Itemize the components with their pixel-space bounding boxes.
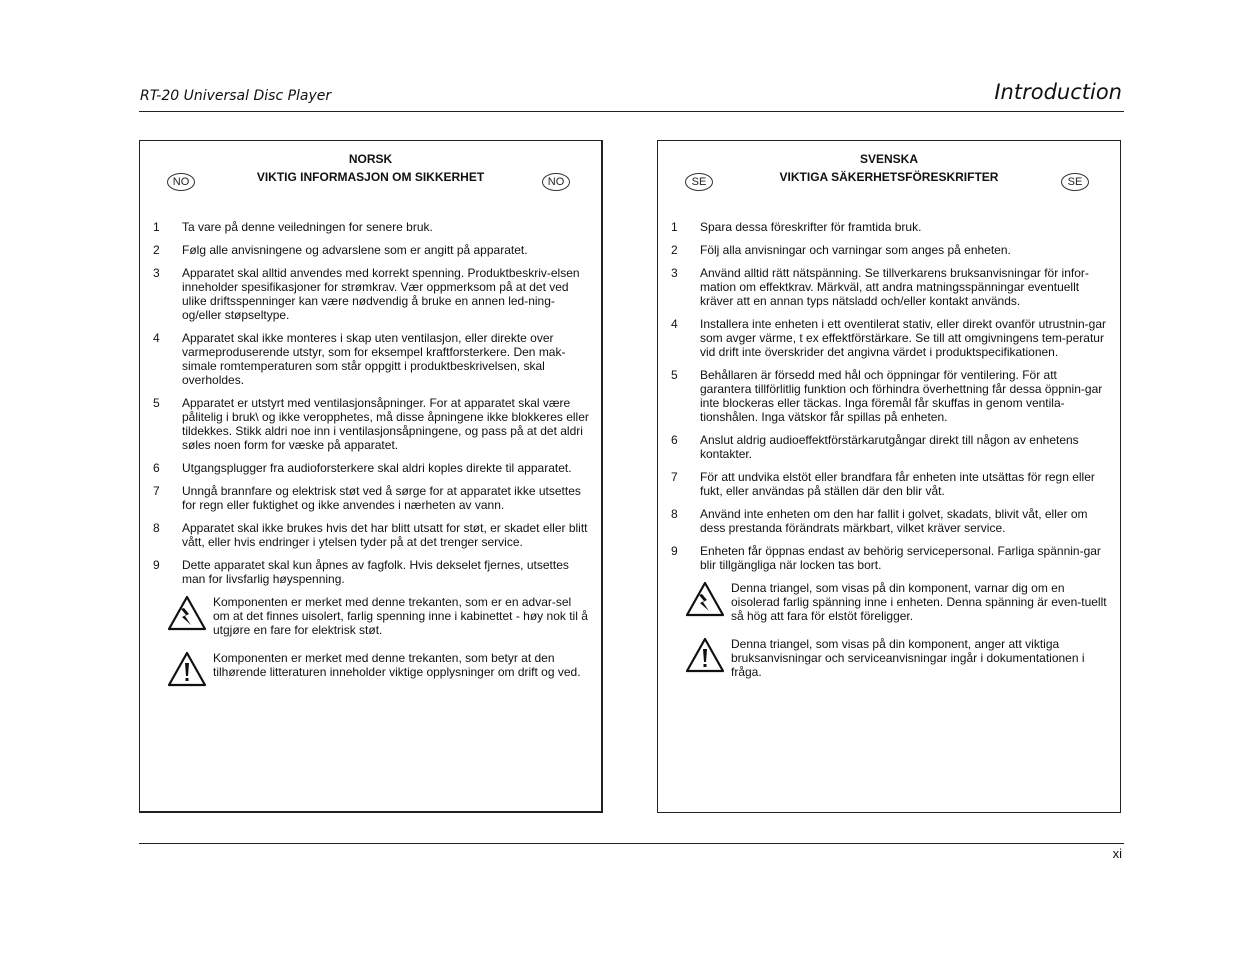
list-item (671, 317, 1108, 359)
read-manual-warning (153, 651, 589, 687)
item-text: För att undvika elstöt eller brandfara får enheten inte utsättas för regn eller fukt, eller användas på ställen där den blir våt. (700, 470, 1095, 498)
list-item (153, 266, 589, 322)
item-text: Ta vare på denne veiledningen for senere bruk. (182, 220, 433, 234)
item-text: Apparatet er utstyrt med ventilasjonsåpninger. For at apparatet skal være pålitelig i bruk\ og ikke veropphetes, må disse åpningene ikke blokkeres eller tildekkes. Stikk aldri noe inn i ventilasjonsåpningene, og pass på at det aldri søles noen form for væske på apparatet. (182, 396, 589, 452)
list-item (153, 521, 589, 549)
list-item (153, 331, 589, 387)
safety-panel-norsk (139, 140, 603, 813)
instruction-list (153, 220, 589, 701)
read-manual-warning (671, 637, 1108, 679)
item-text: Utgangsplugger fra audioforsterkere skal aldri koples direkte til apparatet. (182, 461, 572, 475)
item-number: 3 (671, 266, 678, 280)
language-badge-left: NO (167, 173, 195, 191)
language-badge-right: SE (1061, 173, 1089, 191)
list-item (671, 470, 1108, 498)
list-item (153, 220, 589, 234)
item-text: Følg alle anvisningene og advarslene som er angitt på apparatet. (182, 243, 528, 257)
warning-text: Denna triangel, som visas på din komponent, varnar dig om en oisolerad farlig spänning inne i enheten. Denna spänning är even-tuellt så hög att fara för elstöt föreligger. (731, 581, 1107, 623)
item-text: Unngå brannfare og elektrisk støt ved å sørge for at apparatet ikke utsettes for regn eller fuktighet og ikke anvendes i nærheten av vann. (182, 484, 581, 512)
item-number: 4 (153, 331, 160, 345)
footer-divider (139, 843, 1124, 844)
item-text: Använd inte enheten om den har fallit i golvet, skadats, blivit våt, eller om dess prestanda förändrats märkbart, vilket kräver service. (700, 507, 1088, 535)
item-number: 6 (153, 461, 160, 475)
item-text: Apparatet skal ikke brukes hvis det har blitt utsatt for støt, er skadet eller blitt vått, eller hvis endringer i ytelsen tyder på at det trenger service. (182, 521, 588, 549)
warning-text: Komponenten er merket med denne trekanten, som er en advar-sel om at det finnes uisolert, farlig spenning inne i kabinettet - høy nok til å utgjøre en fare for elektrisk støt. (213, 595, 588, 637)
item-number: 2 (671, 243, 678, 257)
item-number: 1 (671, 220, 678, 234)
panel-language: SVENSKA (859, 152, 918, 166)
item-text: Installera inte enheten i ett oventilerat stativ, eller direkt ovanför utrustnin-gar som avger värme, t ex effektförstärkare. Se till att omgivningens tem-peratur vid drift inte överskrider det angivna värdet i produktspecifikationen. (700, 317, 1106, 359)
item-number: 9 (671, 544, 678, 558)
item-number: 8 (671, 507, 678, 521)
item-number: 5 (671, 368, 678, 382)
item-text: Anslut aldrig audioeffektförstärkarutgångar direkt till någon av enhetens kontakter. (700, 433, 1079, 461)
safety-panel-svenska (657, 140, 1121, 813)
item-text: Apparatet skal ikke monteres i skap uten ventilasjon, eller direkte over varmeproduserende utstyr, som for eksempel kraftforsterkere. Den mak-simale romtemperaturen som står oppgitt i produktbeskrivelsen, skal overholdes. (182, 331, 566, 387)
panel-heading: VIKTIGA SÄKERHETSFÖRESKRIFTER (779, 170, 999, 184)
item-number: 8 (153, 521, 160, 535)
instruction-list (671, 220, 1108, 693)
list-item (671, 507, 1108, 535)
warning-text: Komponenten er merket med denne trekanten, som betyr at den tilhørende litteraturen inneholder viktige opplysninger om drift og ved. (213, 651, 581, 679)
list-item (671, 243, 1108, 257)
panel-title-block (140, 150, 601, 186)
list-item (153, 461, 589, 475)
panel-title-block (658, 150, 1120, 186)
warning-text: Denna triangel, som visas på din komponent, anger att viktiga bruksanvisningar och serviceanvisningar ingår i dokumentationen i fråga. (731, 637, 1085, 679)
list-item (153, 484, 589, 512)
list-item (671, 433, 1108, 461)
electric-shock-warning (671, 581, 1108, 623)
list-item (153, 558, 589, 586)
item-number: 3 (153, 266, 160, 280)
item-number: 7 (153, 484, 160, 498)
electric-shock-warning (153, 595, 589, 637)
list-item (153, 243, 589, 257)
item-number: 5 (153, 396, 160, 410)
page-number: xi (1112, 846, 1122, 861)
item-text: Spara dessa föreskrifter för framtida bruk. (700, 220, 922, 234)
item-text: Enheten får öppnas endast av behörig servicepersonal. Farliga spännin-gar blir tillgängliga när locken tas bort. (700, 544, 1101, 572)
list-item (671, 266, 1108, 308)
item-number: 7 (671, 470, 678, 484)
item-number: 2 (153, 243, 160, 257)
list-item (671, 544, 1108, 572)
item-text: Använd alltid rätt nätspänning. Se tillverkarens bruksanvisningar för infor-mation om effektkrav. Märkväl, att andra matningsspänningar eventuellt kräver att en annan typs nätsladd och/eller kontakt används. (700, 266, 1089, 308)
document-title: RT-20 Universal Disc Player (140, 88, 332, 104)
list-item (153, 396, 589, 452)
panel-language: NORSK (348, 152, 393, 166)
lightning-warning-icon (671, 581, 731, 623)
item-text: Behållaren är försedd med hål och öppningar för ventilering. För att garantera tillförlitlig funktion och förhindra överhettning får dessa öppnin-gar inte blockeras eller täckas. Inga föremål får skuffas in genom ventila-tionshålen. Inga vätskor får spillas på enheten. (700, 368, 1103, 424)
exclamation-warning-icon (153, 651, 213, 687)
item-text: Apparatet skal alltid anvendes med korrekt spenning. Produktbeskriv-elsen inneholder spesifikasjoner for strømkrav. Vær oppmerksom på at det ved ulike driftsspenninger kan være nødvendig å bruke en annen led-ning- og/eller støpseltype. (182, 266, 580, 322)
item-number: 6 (671, 433, 678, 447)
item-text: Dette apparatet skal kun åpnes av fagfolk. Hvis dekselet fjernes, utsettes man for livsfarlig høyspenning. (182, 558, 569, 586)
lightning-warning-icon (153, 595, 213, 637)
header-divider (139, 111, 1124, 112)
language-badge-right: NO (542, 173, 570, 191)
item-text: Följ alla anvisningar och varningar som anges på enheten. (700, 243, 1011, 257)
list-item (671, 220, 1108, 234)
exclamation-warning-icon (671, 637, 731, 679)
panel-heading: VIKTIG INFORMASJON OM SIKKERHET (256, 170, 485, 184)
item-number: 9 (153, 558, 160, 572)
item-number: 4 (671, 317, 678, 331)
language-badge-left: SE (685, 173, 713, 191)
section-title: Introduction (994, 80, 1122, 104)
item-number: 1 (153, 220, 160, 234)
list-item (671, 368, 1108, 424)
